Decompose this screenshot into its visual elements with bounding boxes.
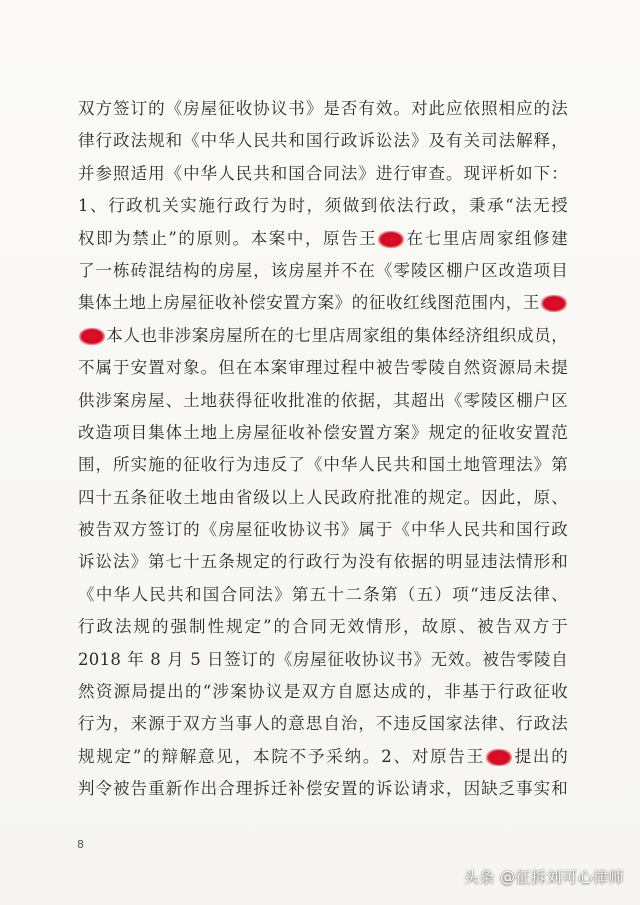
redaction-mark <box>378 231 404 248</box>
line-text: 行为，来源于双方当事人的意思自治，不违反国家法律、行政法 <box>78 714 568 734</box>
line-text: 被告双方签订的《房屋征收协议书》属于《中华人民共和国行政 <box>78 520 568 540</box>
document-line <box>78 773 568 805</box>
line-text: 集体土地上房屋征收补偿安置方案》的征收红线图范围内，王 <box>78 293 540 313</box>
line-text: 权即为禁止”的原则。本案中，原告王 <box>78 228 378 248</box>
line-text: 律行政法规和《中华人民共和国行政诉讼法》及有关司法解释， <box>78 131 568 151</box>
document-line <box>78 223 568 255</box>
redaction-mark <box>541 295 567 312</box>
document-line <box>78 385 568 417</box>
watermark: 头条 @征拆刘可心律师 <box>463 868 624 886</box>
document-line <box>78 546 568 578</box>
line-text: 围，所实施的征收行为违反了《中华人民共和国土地管理法》第 <box>78 455 568 475</box>
redaction-mark <box>486 749 512 766</box>
line-text: 判令被告重新作出合理拆迁补偿安置的诉讼请求，因缺乏事实和 <box>78 779 568 799</box>
document-line <box>78 320 568 352</box>
document-body <box>78 93 568 806</box>
line-text: 行政法规的强制性规定”的合同无效情形，故原、被告双方于 <box>78 617 568 637</box>
redaction-mark <box>79 328 105 345</box>
line-text: 供涉案房屋、土地获得征收批准的依据，其超出《零陵区棚户区 <box>78 390 568 410</box>
document-line <box>78 579 568 611</box>
document-line <box>78 482 568 514</box>
document-line <box>78 449 568 481</box>
line-text: 了一栋砖混结构的房屋，该房屋并不在《零陵区棚户区改造项目 <box>78 260 568 280</box>
document-line <box>78 514 568 546</box>
line-text: 规规定”的辩解意见，本院不予采纳。2、对原告王 <box>78 746 486 766</box>
document-line <box>78 158 568 190</box>
line-text: 2018 年 8 月 5 日签订的《房屋征收协议书》无效。被告零陵自 <box>78 649 568 669</box>
document-line <box>78 287 568 319</box>
line-text: 并参照适用《中华人民共和国合同法》进行审查。现评析如下： <box>78 163 568 183</box>
document-line <box>78 352 568 384</box>
document-line <box>78 190 568 222</box>
line-text: 在七里店周家组修建 <box>405 228 568 248</box>
line-text: 本人也非涉案房屋所在的七里店周家组的集体经济组织成员， <box>106 325 568 345</box>
line-text: 四十五条征收土地由省级以上人民政府批准的规定。因此，原、 <box>78 487 568 507</box>
line-text: 诉讼法》第七十五条规定的行政行为没有依据的明显违法情形和 <box>78 552 568 572</box>
document-line <box>78 93 568 125</box>
document-line <box>78 741 568 773</box>
line-text: 提出的 <box>513 746 568 766</box>
line-text: 然资源局提出的“涉案协议是双方自愿达成的，非基于行政征收 <box>78 682 568 702</box>
line-text: 《中华人民共和国合同法》第五十二条第（五）项“违反法律、 <box>78 584 568 604</box>
line-text: 改造项目集体土地上房屋征收补偿安置方案》规定的征收安置范 <box>78 422 568 442</box>
line-text: 双方签订的《房屋征收协议书》是否有效。对此应依照相应的法 <box>78 99 568 118</box>
document-line <box>78 676 568 708</box>
page-number: 8 <box>77 838 84 851</box>
document-line <box>78 611 568 643</box>
document-line <box>78 125 568 157</box>
document-line <box>78 255 568 287</box>
document-line <box>78 644 568 676</box>
line-text: 1、行政机关实施行政行为时，须做到依法行政，秉承“法无授 <box>78 196 568 216</box>
line-text: 不属于安置对象。但在本案审理过程中被告零陵自然资源局未提 <box>78 358 568 378</box>
document-line <box>78 417 568 449</box>
document-line <box>78 708 568 740</box>
